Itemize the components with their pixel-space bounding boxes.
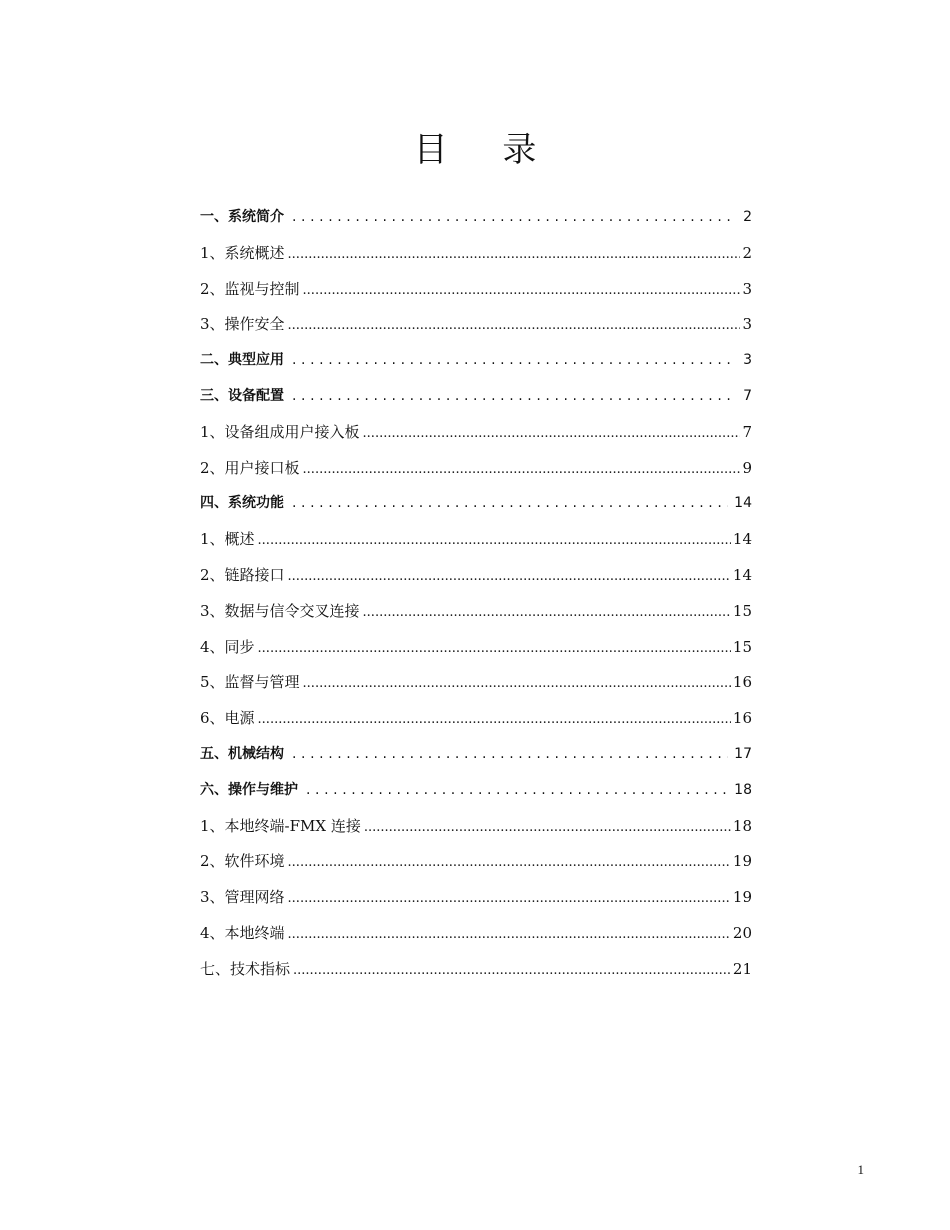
toc-dot-leader (288, 881, 731, 917)
toc-entry-page: 15 (732, 637, 752, 656)
toc-entry-page: 20 (732, 923, 752, 942)
toc-entry-page: 18 (734, 781, 752, 798)
toc-dot-leader (292, 486, 728, 522)
toc-entry-label: 一、系统简介 (200, 209, 284, 225)
toc-entry[interactable] (200, 916, 752, 952)
toc-entry[interactable] (200, 701, 752, 737)
toc-entry-label: 4、本地终端 (200, 923, 285, 942)
toc-entry[interactable] (200, 415, 752, 451)
toc-entry-page: 14 (732, 530, 752, 549)
toc-entry[interactable] (200, 451, 752, 487)
toc-dot-leader (288, 917, 731, 953)
toc-dot-leader (258, 631, 731, 667)
toc-entry-page: 9 (742, 458, 752, 477)
toc-entry-label: 七、技术指标 (200, 959, 291, 978)
toc-entry-label: 2、监视与控制 (200, 279, 300, 298)
toc-dot-leader (303, 666, 731, 702)
toc-dot-leader (258, 702, 731, 738)
toc-entry[interactable] (200, 880, 752, 916)
toc-dot-leader (292, 379, 737, 415)
toc-entry-label: 二、典型应用 (200, 352, 284, 369)
toc-entry[interactable] (200, 630, 752, 666)
toc-dot-leader (303, 452, 741, 488)
toc-entry-label: 3、操作安全 (200, 315, 285, 334)
toc-entry-page: 19 (732, 852, 752, 871)
toc-entry[interactable] (200, 343, 752, 379)
toc-entry-page: 18 (732, 816, 752, 835)
toc-entry-page: 3 (743, 352, 752, 369)
toc-entry-page: 17 (734, 745, 752, 762)
toc-entry[interactable] (200, 773, 752, 809)
toc-entry[interactable] (200, 594, 752, 630)
toc-entry-label: 四、系统功能 (200, 495, 284, 512)
toc-entry-page: 3 (742, 315, 752, 334)
toc-dot-leader (288, 237, 741, 273)
toc-entry-page: 7 (742, 422, 752, 441)
toc-entry[interactable] (200, 558, 752, 594)
toc-title: 目 录 (413, 130, 559, 170)
toc-dot-leader (292, 343, 737, 379)
toc-entry-page: 16 (732, 709, 752, 728)
toc-entry-label: 2、链路接口 (200, 565, 285, 584)
toc-entry-label: 1、概述 (200, 530, 255, 549)
toc-entry-label: 1、系统概述 (200, 243, 285, 262)
toc-entry-label: 六、操作与维护 (200, 781, 298, 798)
toc-dot-leader (292, 200, 737, 236)
toc-dot-leader (364, 810, 731, 846)
toc-entry-label: 2、用户接口板 (200, 458, 300, 477)
toc-entry-page: 3 (742, 279, 752, 298)
toc-entry-page: 2 (742, 243, 752, 262)
toc-entry[interactable] (200, 486, 752, 522)
toc-entry-page: 19 (732, 888, 752, 907)
toc-entry-label: 4、同步 (200, 637, 255, 656)
toc-entry-label: 6、电源 (200, 709, 255, 728)
toc-entry-page: 16 (732, 673, 752, 692)
toc-dot-leader (363, 595, 731, 631)
toc-entry-page: 15 (732, 601, 752, 620)
toc-entry[interactable] (200, 844, 752, 880)
toc-entry-page: 21 (732, 959, 752, 978)
toc-entry-label: 三、设备配置 (200, 387, 284, 404)
toc-entry[interactable] (200, 952, 752, 988)
toc-entry-page: 14 (732, 565, 752, 584)
toc-entry[interactable] (200, 236, 752, 272)
toc-dot-leader (288, 559, 731, 595)
toc-entry[interactable] (200, 522, 752, 558)
toc-entry[interactable] (200, 737, 752, 773)
toc-entry-page: 14 (734, 495, 752, 512)
toc-dot-leader (288, 308, 741, 344)
toc-entry-label: 1、本地终端-FMX 连接 (200, 816, 361, 835)
toc-entry[interactable] (200, 272, 752, 308)
toc-dot-leader (306, 773, 728, 809)
toc-entry-page: 7 (743, 387, 752, 404)
toc-dot-leader (293, 953, 731, 989)
toc-entry-label: 2、软件环境 (200, 852, 285, 871)
toc-dot-leader (363, 416, 741, 452)
toc-entry-label: 3、管理网络 (200, 888, 285, 907)
page-number: 1 (857, 1162, 864, 1177)
table-of-contents (200, 200, 752, 988)
toc-entry-label: 1、设备组成用户接入板 (200, 422, 360, 441)
toc-entry[interactable] (200, 665, 752, 701)
toc-entry-label: 5、监督与管理 (200, 673, 300, 692)
toc-dot-leader (292, 737, 728, 773)
toc-dot-leader (258, 523, 731, 559)
toc-entry[interactable] (200, 379, 752, 415)
toc-entry-page: 2 (743, 209, 752, 225)
toc-entry[interactable] (200, 307, 752, 343)
toc-entry-label: 五、机械结构 (200, 745, 284, 762)
toc-dot-leader (288, 845, 731, 881)
toc-dot-leader (303, 273, 741, 309)
toc-entry[interactable] (200, 200, 752, 236)
toc-entry-label: 3、数据与信令交叉连接 (200, 601, 360, 620)
toc-entry[interactable] (200, 809, 752, 845)
